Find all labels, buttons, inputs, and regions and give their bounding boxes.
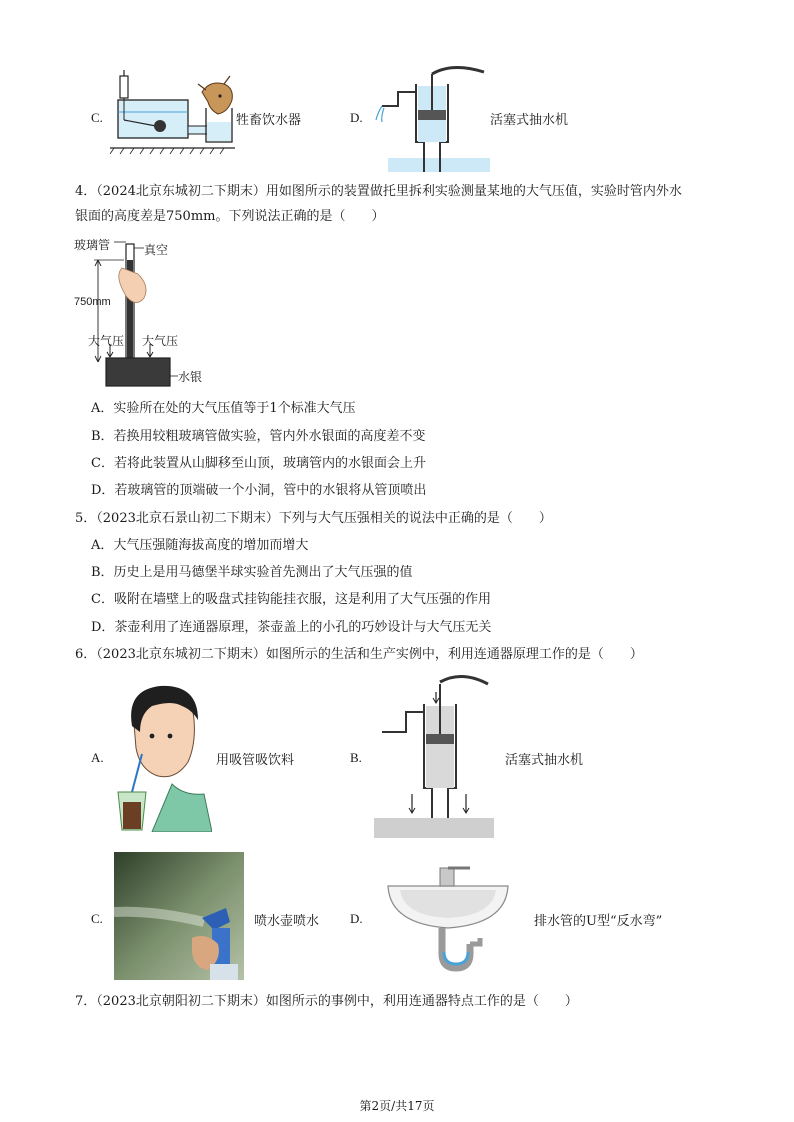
label-vacuum: 真空 xyxy=(144,243,169,257)
q6-stem: 6．（2023北京东城初二下期末）如图所示的生活和生产实例中，利用连通器原理工作的是（ ） xyxy=(75,647,643,662)
q5-option-c: C．吸附在墙壁上的吸盘式挂钩能挂衣服，这是利用了大气压强的作用 xyxy=(91,592,491,607)
piston-pump-figure xyxy=(372,672,496,842)
torricelli-figure xyxy=(74,236,214,394)
caption-spray-bottle: 喷水壶喷水 xyxy=(254,914,320,929)
q4-option-a: A．实验所在处的大气压值等于1个标准大气压 xyxy=(91,401,356,416)
option-letter-d: D. xyxy=(350,110,363,125)
q6-letter-d: D. xyxy=(350,911,363,926)
q4-option-c: C．若将此装置从山脚移至山顶，玻璃管内的水银面会上升 xyxy=(91,456,426,471)
q5-option-b: B．历史上是用马德堡半球实验首先测出了大气压强的值 xyxy=(91,565,413,580)
label-atm-left: 大气压 xyxy=(88,334,125,348)
q4-option-d: D．若玻璃管的顶端破一个小洞，管中的水银将从管顶喷出 xyxy=(91,483,427,498)
label-glass-tube: 玻璃管 xyxy=(74,238,111,252)
piston-pump-figure-top xyxy=(372,62,490,174)
label-mercury: 水银 xyxy=(178,370,203,384)
page-footer: 第2页/共17页 xyxy=(359,1099,435,1113)
q6-letter-b: B. xyxy=(350,750,362,765)
q5-option-d: D．茶壶利用了连通器原理，茶壶盖上的小孔的巧妙设计与大气压无关 xyxy=(91,620,492,635)
q6-letter-a: A. xyxy=(91,750,104,765)
caption-drinking-straw: 用吸管吸饮料 xyxy=(216,753,295,768)
label-height-750mm: 750mm xyxy=(74,296,111,308)
q5-option-a: A．大气压强随海拔高度的增加而增大 xyxy=(91,538,309,553)
drinking-straw-figure xyxy=(112,684,212,832)
sink-u-trap-figure xyxy=(378,860,518,980)
caption-piston-pump: 活塞式抽水机 xyxy=(505,753,584,768)
label-atm-right: 大气压 xyxy=(142,334,179,348)
caption-livestock-waterer: 牲畜饮水器 xyxy=(236,113,302,128)
caption-piston-pump-top: 活塞式抽水机 xyxy=(490,113,569,128)
option-letter-c: C. xyxy=(91,110,103,125)
q5-stem: 5．（2023北京石景山初二下期末）下列与大气压强相关的说法中正确的是（ ） xyxy=(75,511,552,526)
caption-u-trap: 排水管的U型“反水弯” xyxy=(534,914,663,929)
livestock-waterer-figure xyxy=(110,70,235,160)
spray-bottle-photo xyxy=(114,852,244,980)
q4-stem-line1: 4．（2024北京东城初二下期末）用如图所示的装置做托里拆利实验测量某地的大气压值，实验时管内外水 xyxy=(75,184,682,199)
q4-option-b: B．若换用较粗玻璃管做实验，管内外水银面的高度差不变 xyxy=(91,429,426,444)
q6-letter-c: C. xyxy=(91,911,103,926)
q4-stem-line2: 银面的高度差是750mm。下列说法正确的是（ ） xyxy=(75,209,385,224)
q7-stem: 7．（2023北京朝阳初二下期末）如图所示的事例中，利用连通器特点工作的是（ ） xyxy=(75,994,578,1009)
